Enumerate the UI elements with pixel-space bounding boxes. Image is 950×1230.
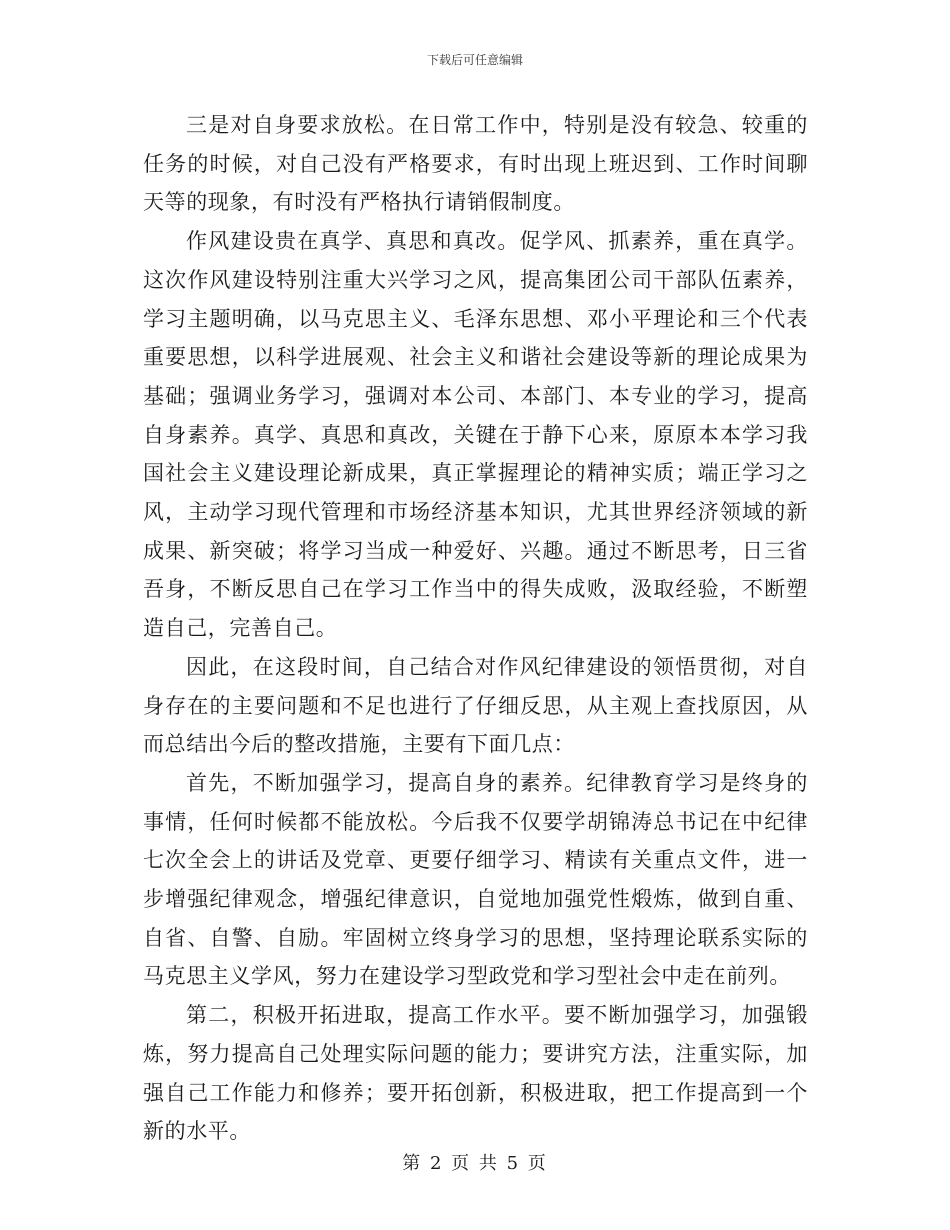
page-footer <box>0 1152 950 1176</box>
paragraph: 第二，积极开拓进取，提高工作水平。要不断加强学习，加强锻炼，努力提高自己处理实际问题的能力；要讲究方法，注重实际，加强自己工作能力和修养；要开拓创新，积极进取，把工作提高到一个新的水平。 <box>143 1003 808 1144</box>
page-number: 第 2 页 共 5 页 <box>402 1153 548 1174</box>
document-body <box>143 106 808 1151</box>
paragraph: 三是对自身要求放松。在日常工作中，特别是没有较急、较重的任务的时候，对自己没有严格要求，有时出现上班迟到、工作时间聊天等的现象，有时没有严格执行请销假制度。 <box>143 113 808 215</box>
page-header <box>0 52 950 68</box>
paragraph: 首先，不断加强学习，提高自身的素养。纪律教育学习是终身的事情，任何时候都不能放松。今后我不仅要学胡锦涛总书记在中纪律七次全会上的讲话及党章、更要仔细学习、精读有关重点文件，进一步增强纪律观念，增强纪律意识，自觉地加强党性煅炼，做到自重、自省、自警、自励。牢固树立终身学习的思想，坚持理论联系实际的马克思主义学风，努力在建设学习型政党和学习型社会中走在前列。 <box>143 770 808 989</box>
header-text: 下载后可任意编辑 <box>426 53 523 67</box>
paragraph: 作风建设贵在真学、真思和真改。促学风、抓素养，重在真学。这次作风建设特别注重大兴学习之风，提高集团公司干部队伍素养，学习主题明确，以马克思主义、毛泽东思想、邓小平理论和三个代表重要思想，以科学进展观、社会主义和谐社会建设等新的理论成果为基础；强调业务学习，强调对本公司、本部门、本专业的学习，提高自身素养。真学、真思和真改，关键在于静下心来，原原本本学习我国社会主义建设理论新成果，真正掌握理论的精神实质；端正学习之风，主动学习现代管理和市场经济基本知识，尤其世界经济领域的新成果、新突破；将学习当成一种爱好、兴趣。通过不断思考，日三省吾身，不断反思自己在学习工作当中的得失成败，汲取经验，不断塑造自己，完善自己。 <box>143 229 808 641</box>
paragraph: 因此，在这段时间，自己结合对作风纪律建设的领悟贯彻，对自身存在的主要问题和不足也进行了仔细反思，从主观上查找原因，从而总结出今后的整改措施，主要有下面几点： <box>143 654 808 757</box>
